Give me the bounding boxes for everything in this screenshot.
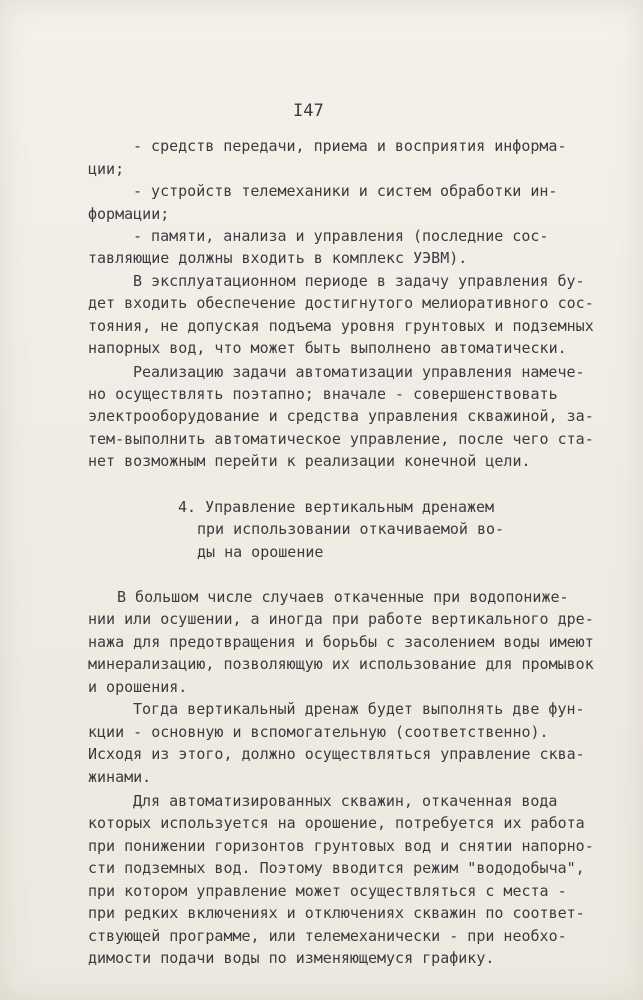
paragraph-line: нет возможным перейти к реализации конечной цели. xyxy=(88,452,531,470)
paragraph-line: В эксплуатационном периоде в задачу управления бу- xyxy=(133,272,585,290)
paragraph-line: нажа для предотвращения и борьбы с засолением воды имеют xyxy=(88,633,594,651)
paragraph-line: минерализацию, позволяющую их использование для промывок xyxy=(88,655,594,673)
paragraph-line: тояния, не допуская подъема уровня грунтовых и подземных xyxy=(88,317,594,335)
paragraph-line: при котором управление может осуществляться с места - xyxy=(88,882,567,900)
paragraph-line: электрооборудование и средства управления скважиной, за- xyxy=(88,407,594,425)
paragraph-line: Для автоматизированных скважин, откаченная вода xyxy=(133,792,558,810)
paragraph-line: напорных вод, что может быть выполнено автоматически. xyxy=(88,339,567,357)
paragraph-line: нии или осушении, а иногда при работе вертикального дре- xyxy=(88,610,594,628)
paragraph-line: которых используется на орошение, потребуется их работа xyxy=(88,814,585,832)
paragraph-line: жинами. xyxy=(88,768,152,786)
paragraph-line: ствующей программе, или телемеханически - при необхо- xyxy=(88,927,567,945)
list-item-line: ции; xyxy=(88,160,125,178)
list-item-line: - памяти, анализа и управления (последние сос- xyxy=(133,227,549,245)
paragraph-line: сти подземных вод. Поэтому вводится режим "вододобыча", xyxy=(88,859,585,877)
list-item-line: - устройств телемеханики и систем обработки ин- xyxy=(133,182,558,200)
paragraph-line: Исходя из этого, должно осуществляться управление сква- xyxy=(88,745,585,763)
paragraph-line: и орошения. xyxy=(88,678,188,696)
list-item-line: формации; xyxy=(88,205,170,223)
paragraph-line: но осуществлять поэтапно; вначале - совершенствовать xyxy=(88,385,558,403)
paragraph-line: димости подачи воды по изменяющемуся графику. xyxy=(88,949,495,967)
page-number: I47 xyxy=(293,101,324,121)
paragraph-line: тем-выполнить автоматическое управление, после чего ста- xyxy=(88,430,594,448)
paragraph-line: Тогда вертикальный дренаж будет выполнять две фун- xyxy=(133,700,585,718)
paragraph-line: кции - основную и вспомогательную (соответственно). xyxy=(88,723,549,741)
paragraph-line: В большом числе случаев откаченные при водопониже- xyxy=(117,588,569,606)
section-heading-line: при использовании откачиваемой во- xyxy=(197,520,505,538)
paragraph-line: Реализацию задачи автоматизации управления намече- xyxy=(133,363,585,381)
section-heading-line: ды на орошение xyxy=(197,543,324,561)
section-heading-line: 4. Управление вертикальным дренажем xyxy=(178,498,495,516)
list-item-line: тавляющие должны входить в комплекс УЭВМ). xyxy=(88,249,468,267)
paragraph-line: дет входить обеспечение достигнутого мелиоративного сос- xyxy=(88,294,594,312)
paragraph-line: при понижении горизонтов грунтовых вод и снятии напорно- xyxy=(88,837,594,855)
paragraph-line: при редких включениях и отключениях скважин по соответ- xyxy=(88,904,585,922)
list-item-line: - средств передачи, приема и восприятия информа- xyxy=(133,137,567,155)
